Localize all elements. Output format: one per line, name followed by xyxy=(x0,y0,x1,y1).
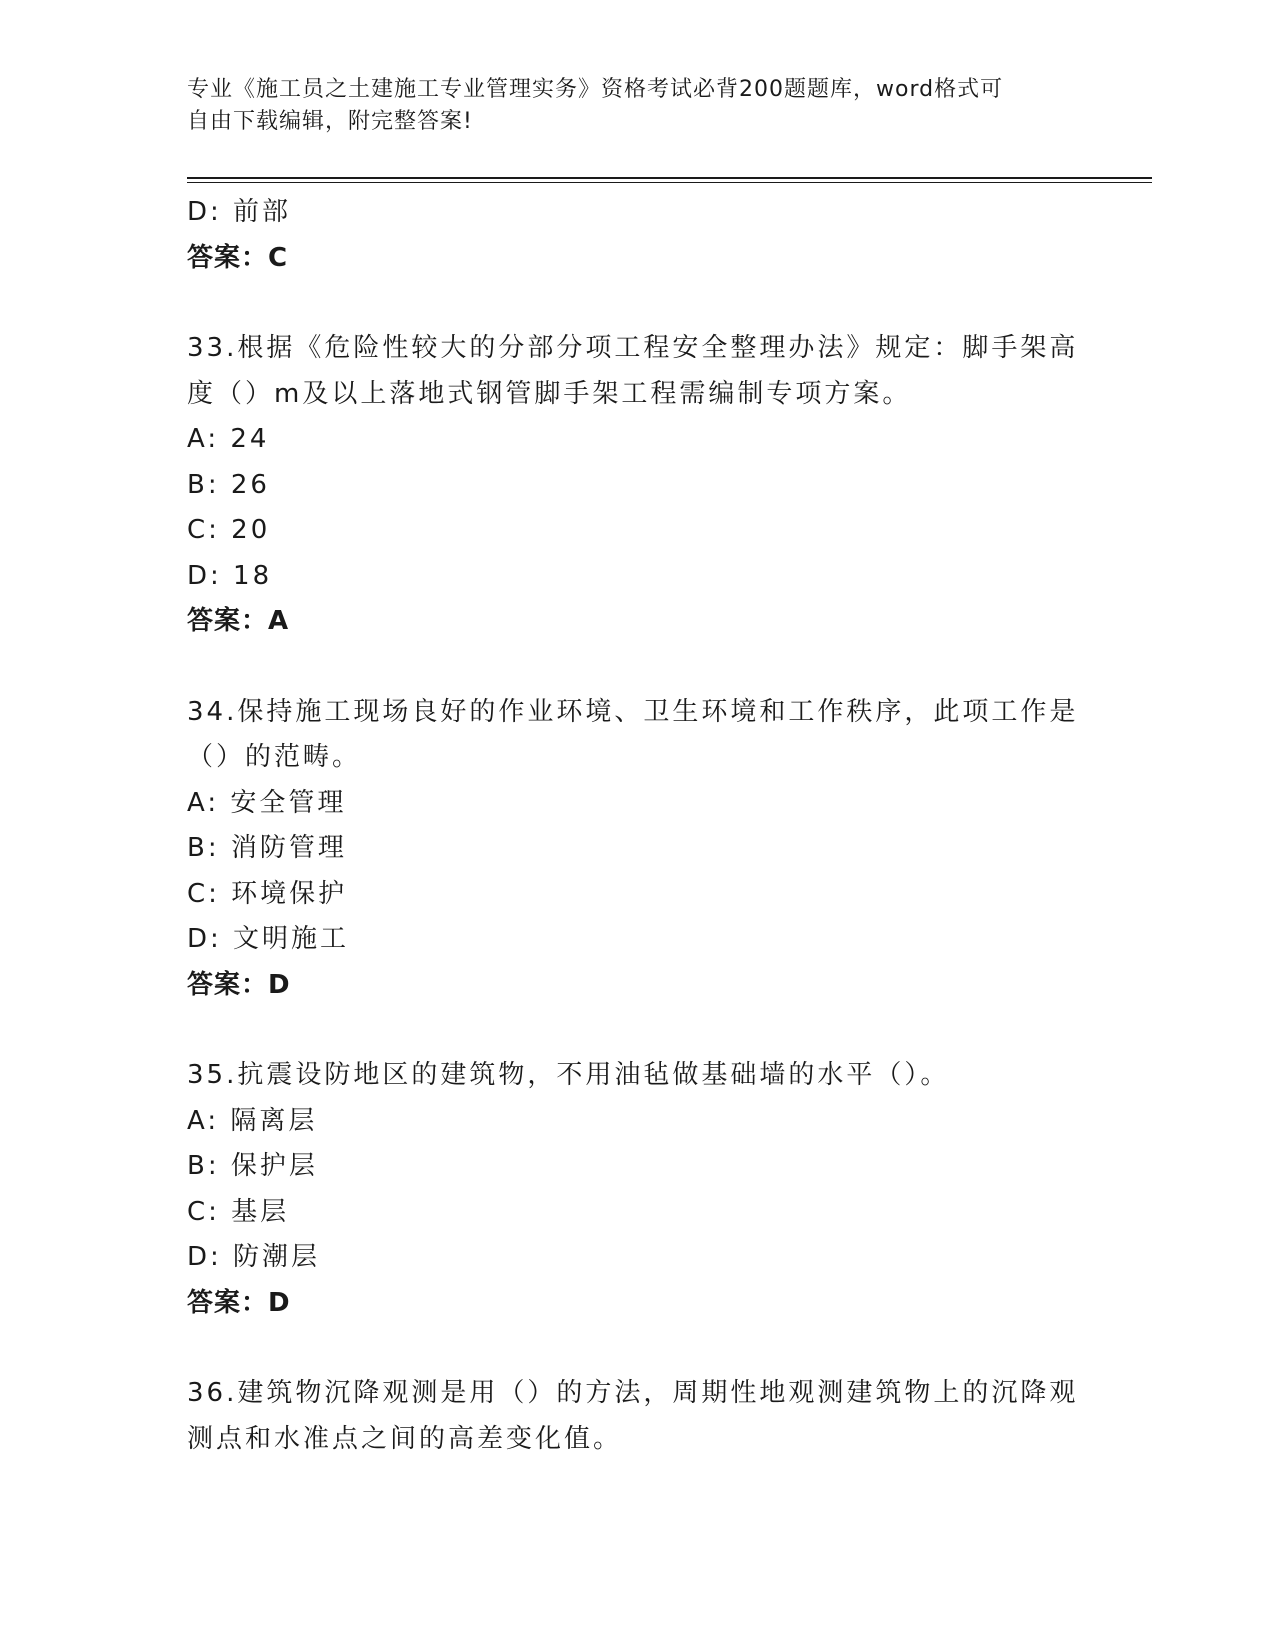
option-d: D: 18 xyxy=(187,560,273,591)
question-text-line-2: 度（）m及以上落地式钢管脚手架工程需编制专项方案。 xyxy=(187,378,912,409)
option-d: D: 防潮层 xyxy=(187,1242,321,1272)
document-header xyxy=(187,74,1067,138)
question-text-line-1: 36.建筑物沉降观测是用（）的方法，周期性地观测建筑物上的沉降观 xyxy=(187,1378,1079,1408)
option-c: C: 20 xyxy=(187,515,271,545)
option-c: C: 环境保护 xyxy=(187,878,348,909)
option-d: D: 前部 xyxy=(187,197,292,227)
question-text-line-1: 35.抗震设防地区的建筑物，不用油毡做基础墙的水平（）。 xyxy=(187,1060,950,1090)
option-b: B: 保护层 xyxy=(187,1151,318,1181)
option-b: B: 26 xyxy=(187,469,270,500)
question-text-line-2: （）的范畴。 xyxy=(187,742,362,772)
answer: 答案：D xyxy=(187,1287,291,1318)
answer: 答案：A xyxy=(187,606,290,636)
question-text-line-2: 测点和水准点之间的高差变化值。 xyxy=(187,1423,623,1454)
answer: 答案：C xyxy=(187,242,289,273)
previous-question-tail xyxy=(187,190,1067,281)
question-list xyxy=(187,190,1079,1462)
question-text-line-1: 34.保持施工现场良好的作业环境、卫生环境和工作秩序，此项工作是 xyxy=(187,696,1079,727)
option-a: A: 隔离层 xyxy=(187,1105,318,1136)
question-36 xyxy=(187,1371,1079,1462)
option-a: A: 安全管理 xyxy=(187,787,347,818)
header-line-2: 自由下载编辑，附完整答案! xyxy=(187,109,473,134)
question-34 xyxy=(187,690,1079,1009)
question-35 xyxy=(187,1053,1067,1326)
option-d: D: 文明施工 xyxy=(187,924,350,954)
option-c: C: 基层 xyxy=(187,1196,290,1227)
option-a: A: 24 xyxy=(187,424,270,454)
answer: 答案：D xyxy=(187,969,291,1000)
header-rule-thick xyxy=(187,177,1152,179)
question-33 xyxy=(187,326,1079,645)
header-line-1: 专业《施工员之土建施工专业管理实务》资格考试必背200题题库，word格式可 xyxy=(187,77,1004,102)
question-text-line-1: 33.根据《危险性较大的分部分项工程安全整理办法》规定：脚手架高 xyxy=(187,333,1079,363)
header-rule-thin xyxy=(187,182,1152,183)
option-b: B: 消防管理 xyxy=(187,833,347,863)
